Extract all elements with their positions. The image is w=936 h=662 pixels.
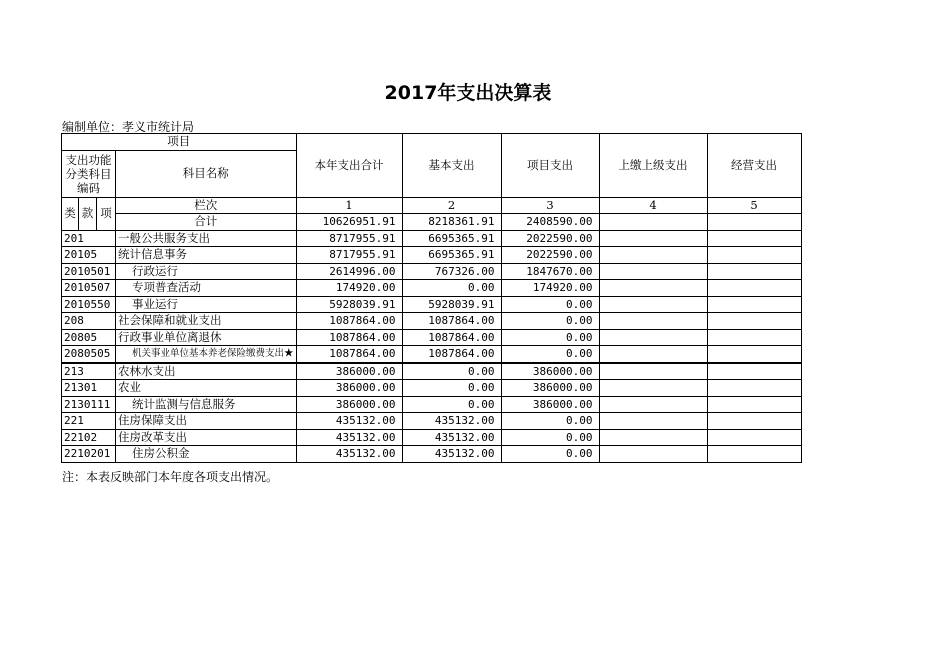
header-col-2: 基本支出: [402, 134, 501, 198]
row-v3: 0.00: [501, 446, 599, 463]
header-col-5: 经营支出: [707, 134, 801, 198]
header-subject-name: 科目名称: [116, 150, 297, 197]
row-v1: 386000.00: [296, 380, 402, 397]
header-row-label: 栏次: [116, 197, 297, 214]
row-v1: 435132.00: [296, 446, 402, 463]
row-v2: 5928039.91: [402, 296, 501, 313]
row-v2: 435132.00: [402, 413, 501, 430]
total-v3: 2408590.00: [501, 214, 599, 231]
row-code: 2130111: [62, 396, 116, 413]
row-code: 20105: [62, 247, 116, 264]
table-row: [62, 263, 802, 280]
row-v5: [707, 413, 801, 430]
row-v5: [707, 346, 801, 363]
row-v5: [707, 380, 801, 397]
row-v4: [599, 380, 707, 397]
row-v3: 386000.00: [501, 396, 599, 413]
row-v4: [599, 446, 707, 463]
row-v3: 0.00: [501, 346, 599, 363]
table-row: [62, 380, 802, 397]
table-row: [62, 396, 802, 413]
row-v3: 0.00: [501, 429, 599, 446]
col-num-5: 5: [707, 197, 801, 214]
row-v4: [599, 413, 707, 430]
row-name: 住房改革支出: [116, 429, 297, 446]
row-v3: 1847670.00: [501, 263, 599, 280]
total-v1: 10626951.91: [296, 214, 402, 231]
row-name: 一般公共服务支出: [116, 230, 297, 247]
header-xiang: 项: [97, 197, 116, 230]
row-code: 2010501: [62, 263, 116, 280]
row-v5: [707, 429, 801, 446]
row-v5: [707, 329, 801, 346]
row-v4: [599, 230, 707, 247]
row-name: 专项普查活动: [116, 280, 297, 297]
table-row: [62, 413, 802, 430]
row-v1: 5928039.91: [296, 296, 402, 313]
row-name: 统计信息事务: [116, 247, 297, 264]
row-v3: 0.00: [501, 313, 599, 330]
header-lei: 类: [62, 197, 79, 230]
header-kuan: 款: [79, 197, 97, 230]
table-row: [62, 429, 802, 446]
row-code: 20805: [62, 329, 116, 346]
row-name: 机关事业单位基本养老保险缴费支出★: [116, 346, 297, 363]
row-v2: 435132.00: [402, 446, 501, 463]
row-v2: 0.00: [402, 396, 501, 413]
row-v1: 8717955.91: [296, 247, 402, 264]
row-code: 22102: [62, 429, 116, 446]
row-v1: 1087864.00: [296, 346, 402, 363]
row-v4: [599, 247, 707, 264]
header-col-1: 本年支出合计: [296, 134, 402, 198]
row-code: 2010507: [62, 280, 116, 297]
row-v2: 1087864.00: [402, 346, 501, 363]
row-v5: [707, 396, 801, 413]
header-project: 项目: [62, 134, 297, 151]
table-row: [62, 363, 802, 380]
row-code: 21301: [62, 380, 116, 397]
table-row: [62, 230, 802, 247]
row-v2: 1087864.00: [402, 329, 501, 346]
row-v2: 6695365.91: [402, 247, 501, 264]
col-num-1: 1: [296, 197, 402, 214]
table-row: [62, 296, 802, 313]
row-v3: 386000.00: [501, 363, 599, 380]
col-num-2: 2: [402, 197, 501, 214]
row-code: 221: [62, 413, 116, 430]
row-v2: 6695365.91: [402, 230, 501, 247]
row-v5: [707, 230, 801, 247]
row-code: 208: [62, 313, 116, 330]
row-v4: [599, 263, 707, 280]
total-v2: 8218361.91: [402, 214, 501, 231]
row-name: 行政运行: [116, 263, 297, 280]
row-code: 201: [62, 230, 116, 247]
row-code: 2210201: [62, 446, 116, 463]
row-code: 213: [62, 363, 116, 380]
table-row: [62, 280, 802, 297]
row-v2: 0.00: [402, 380, 501, 397]
row-v1: 2614996.00: [296, 263, 402, 280]
expense-table: [61, 133, 802, 463]
row-name: 社会保障和就业支出: [116, 313, 297, 330]
row-v3: 174920.00: [501, 280, 599, 297]
row-name: 农业: [116, 380, 297, 397]
row-v3: 0.00: [501, 329, 599, 346]
row-v4: [599, 313, 707, 330]
unit-label: 编制单位：孝义市统计局: [62, 120, 195, 134]
total-label: 合计: [116, 214, 297, 231]
row-v1: 435132.00: [296, 429, 402, 446]
row-v4: [599, 346, 707, 363]
table-row: [62, 313, 802, 330]
total-v4: [599, 214, 707, 231]
row-v4: [599, 280, 707, 297]
row-v1: 1087864.00: [296, 313, 402, 330]
row-name: 行政事业单位离退休: [116, 329, 297, 346]
row-v3: 2022590.00: [501, 230, 599, 247]
row-v1: 386000.00: [296, 363, 402, 380]
row-v1: 1087864.00: [296, 329, 402, 346]
total-v5: [707, 214, 801, 231]
header-col-3: 项目支出: [501, 134, 599, 198]
row-v1: 386000.00: [296, 396, 402, 413]
total-row: [62, 214, 802, 231]
row-v2: 767326.00: [402, 263, 501, 280]
row-v2: 1087864.00: [402, 313, 501, 330]
col-num-4: 4: [599, 197, 707, 214]
row-v5: [707, 313, 801, 330]
row-v3: 386000.00: [501, 380, 599, 397]
row-v5: [707, 296, 801, 313]
row-name: 住房保障支出: [116, 413, 297, 430]
row-v1: 174920.00: [296, 280, 402, 297]
row-v3: 0.00: [501, 296, 599, 313]
row-v1: 435132.00: [296, 413, 402, 430]
table-note: 注：本表反映部门本年度各项支出情况。: [62, 470, 279, 484]
row-code: 2080505: [62, 346, 116, 363]
header-col-4: 上缴上级支出: [599, 134, 707, 198]
row-v4: [599, 329, 707, 346]
row-v5: [707, 263, 801, 280]
table-row: [62, 446, 802, 463]
row-v5: [707, 247, 801, 264]
row-v5: [707, 363, 801, 380]
row-v5: [707, 446, 801, 463]
row-v3: 2022590.00: [501, 247, 599, 264]
row-name: 事业运行: [116, 296, 297, 313]
table-row: [62, 247, 802, 264]
row-v4: [599, 429, 707, 446]
row-v1: 8717955.91: [296, 230, 402, 247]
row-name: 农林水支出: [116, 363, 297, 380]
row-v4: [599, 396, 707, 413]
row-v2: 0.00: [402, 363, 501, 380]
row-name: 统计监测与信息服务: [116, 396, 297, 413]
row-v2: 435132.00: [402, 429, 501, 446]
row-name: 住房公积金: [116, 446, 297, 463]
col-num-3: 3: [501, 197, 599, 214]
header-func-code: 支出功能分类科目编码: [62, 150, 116, 197]
row-code: 2010550: [62, 296, 116, 313]
page-title: 2017年支出决算表: [384, 82, 552, 104]
row-v3: 0.00: [501, 413, 599, 430]
row-v4: [599, 363, 707, 380]
row-v5: [707, 280, 801, 297]
row-v2: 0.00: [402, 280, 501, 297]
row-v4: [599, 296, 707, 313]
table-row: [62, 329, 802, 346]
table-row: [62, 346, 802, 363]
